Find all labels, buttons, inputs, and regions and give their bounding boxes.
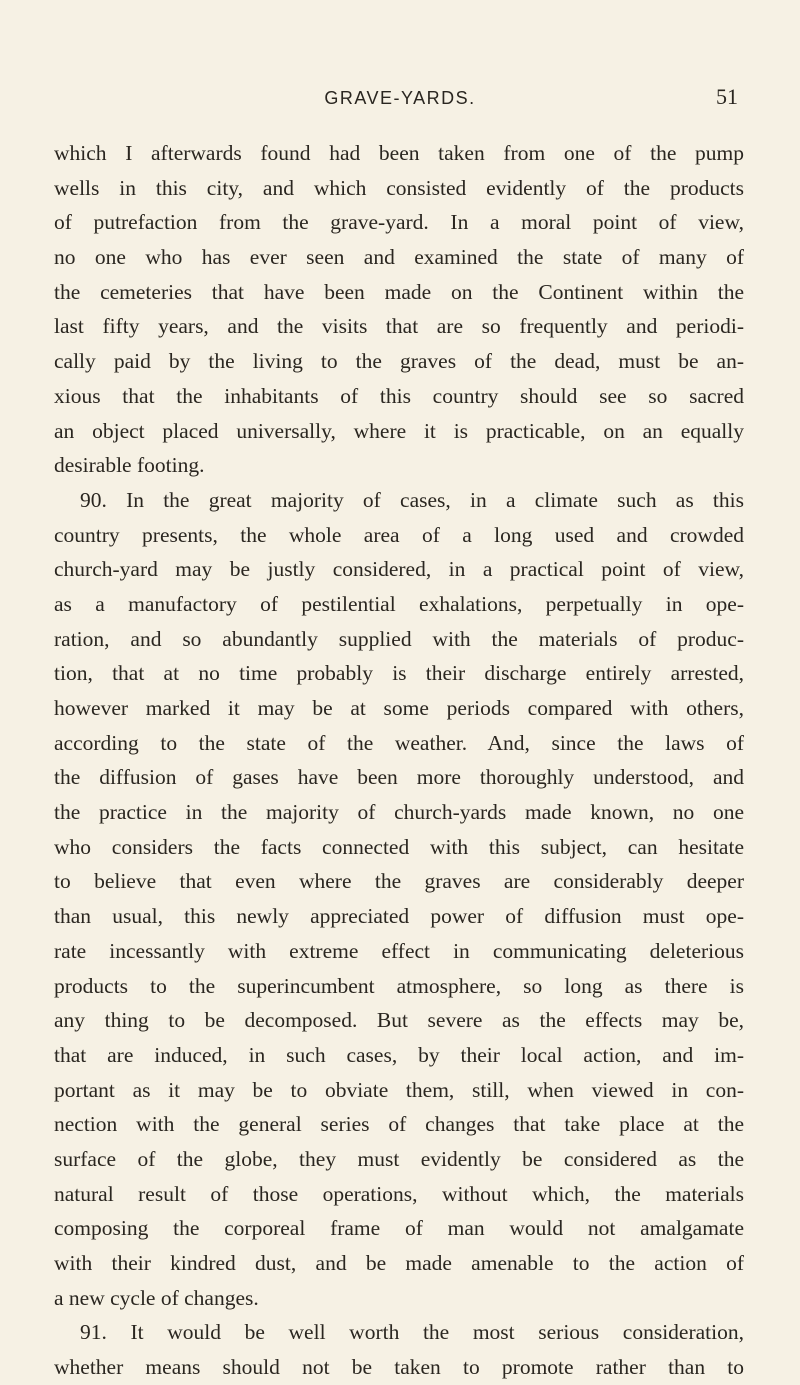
text-line: cally paid by the living to the graves of the dead, must be an- — [54, 349, 744, 374]
text-line: an object placed universally, where it is practicable, on an equally — [54, 418, 744, 443]
text-line: natural result of those operations, without which, the materials — [54, 1181, 744, 1206]
text-line: according to the state of the weather. And, since the laws of — [54, 730, 744, 755]
text-line: desirable footing. — [54, 453, 205, 478]
text-line: who considers the facts connected with this subject, can hesitate — [54, 834, 744, 859]
text-line: church-yard may be justly considered, in a practical point of view, — [54, 557, 744, 582]
text-line: however marked it may be at some periods compared with others, — [54, 696, 744, 720]
text-line: no one who has ever seen and examined the state of many of — [54, 245, 744, 270]
page-number: 51 — [716, 84, 738, 109]
text-line: which I afterwards found had been taken from one of the pump — [54, 141, 744, 165]
text-line: last fifty years, and the visits that are so frequently and periodi- — [54, 314, 744, 339]
text-line: with their kindred dust, and be made amenable to the action of — [54, 1251, 744, 1275]
text-line: of putrefaction from the grave-yard. In a moral point of view, — [54, 210, 744, 235]
text-line: composing the corporeal frame of man would not amalgamate — [54, 1216, 744, 1241]
text-line: that are induced, in such cases, by their local action, and im- — [54, 1042, 744, 1067]
text-line: to believe that even where the graves are considerably deeper — [54, 869, 744, 894]
text-line: xious that the inhabitants of this country should see so sacred — [54, 383, 744, 408]
text-line: the diffusion of gases have been more thoroughly understood, and — [54, 765, 744, 790]
running-head — [40, 84, 760, 118]
text-line: portant as it may be to obviate them, still, when viewed in con- — [54, 1077, 744, 1102]
text-line: whether means should not be taken to promote rather than to — [54, 1355, 744, 1380]
text-line: the practice in the majority of church-yards made known, no one — [54, 800, 744, 825]
text-line: wells in this city, and which consisted evidently of the products — [54, 175, 744, 200]
text-line: the cemeteries that have been made on the Continent within the — [54, 279, 744, 304]
running-title: GRAVE-YARDS. — [324, 88, 476, 108]
paragraph-start-line: 91. It would be well worth the most serious consideration, — [80, 1320, 744, 1345]
paragraph-start-line: 90. In the great majority of cases, in a climate such as this — [80, 487, 744, 512]
text-line: surface of the globe, they must evidently be considered as the — [54, 1146, 744, 1171]
text-line: country presents, the whole area of a long used and crowded — [54, 522, 744, 547]
text-line: tion, that at no time probably is their discharge entirely arrested, — [54, 661, 744, 686]
body-text — [54, 136, 744, 1385]
text-line: any thing to be decomposed. But severe as the effects may be, — [54, 1008, 744, 1033]
text-line: nection with the general series of changes that take place at the — [54, 1112, 744, 1137]
text-line: a new cycle of changes. — [54, 1285, 259, 1310]
text-line: ration, and so abundantly supplied with the materials of produc- — [54, 626, 744, 651]
text-line: than usual, this newly appreciated power of diffusion must ope- — [54, 904, 744, 929]
text-line: rate incessantly with extreme effect in communicating deleterious — [54, 938, 744, 963]
text-line: products to the superincumbent atmosphere, so long as there is — [54, 973, 744, 998]
text-line: as a manufactory of pestilential exhalations, perpetually in ope- — [54, 591, 744, 616]
